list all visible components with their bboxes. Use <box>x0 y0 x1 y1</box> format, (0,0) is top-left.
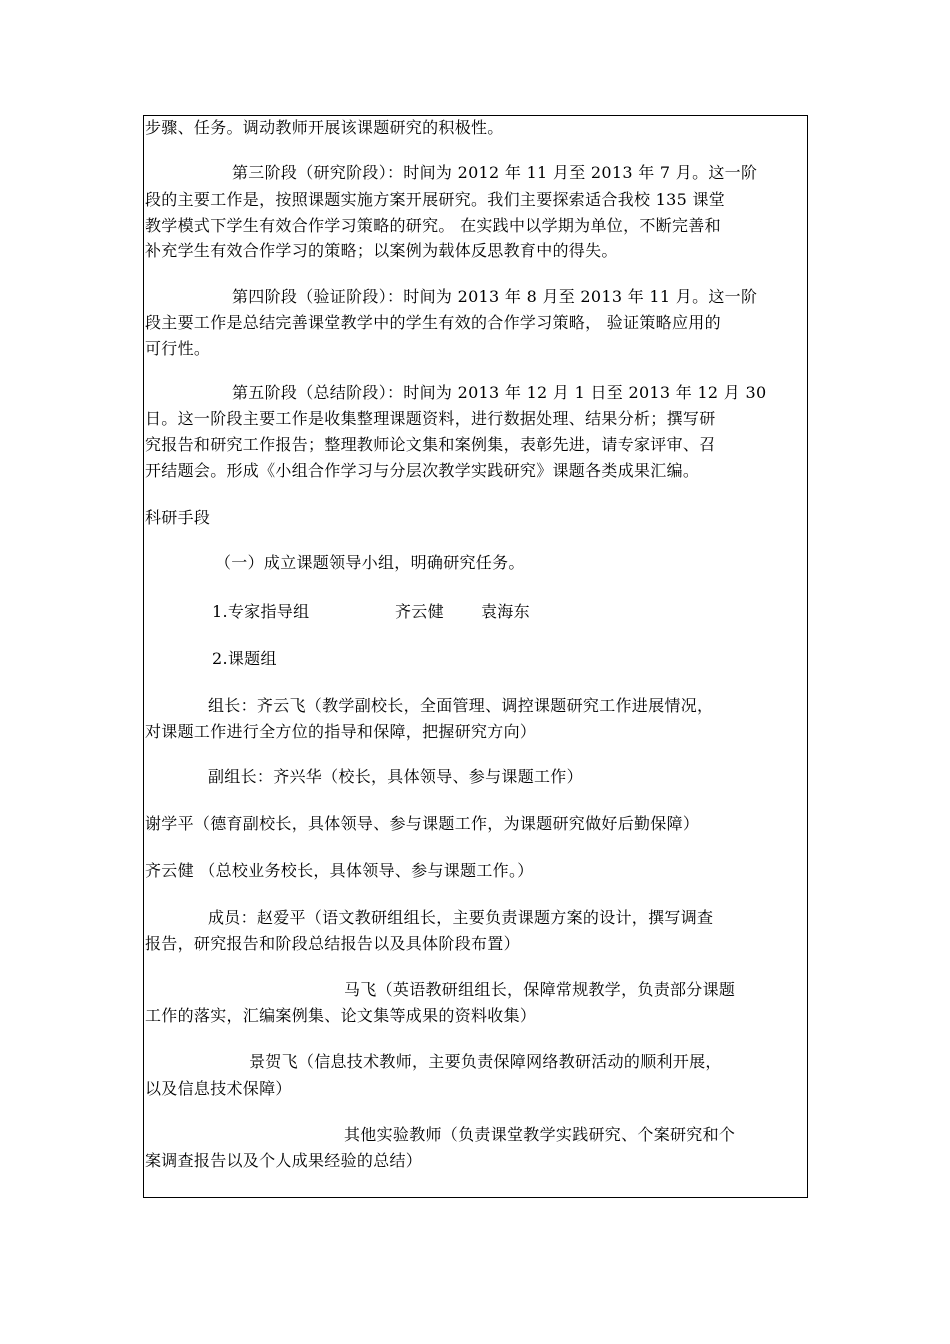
text-line: 第四阶段（验证阶段）：时间为 2013 年 8 月至 2013 年 11 月。这一阶 <box>232 287 758 306</box>
text-line: 开结题会。形成《小组合作学习与分层次教学实践研究》课题各类成果汇编。 <box>145 461 700 480</box>
text-line: 第五阶段（总结阶段）：时间为 2013 年 12 月 1 日至 2013 年 12 月 30 <box>232 383 767 402</box>
text-line: 段主要工作是总结完善课堂教学中的学生有效的合作学习策略， 验证策略应用的 <box>145 313 721 332</box>
text-line: 段的主要工作是，按照课题实施方案开展研究。我们主要探索适合我校 135 课堂 <box>145 190 726 209</box>
member-name: 齐云健 <box>395 602 444 621</box>
member-name: 袁海东 <box>481 602 530 621</box>
text-line: 究报告和研究工作报告；整理教师论文集和案例集，表彰先进，请专家评审、召 <box>145 435 716 454</box>
text-line: 教学模式下学生有效合作学习策略的研究。 在实践中以学期为单位，不断完善和 <box>145 216 721 235</box>
text-line: 组长：齐云飞（教学副校长，全面管理、调控课题研究工作进展情况， <box>208 696 714 715</box>
text-line: 成员：赵爱平（语文教研组组长，主要负责课题方案的设计，撰写调查 <box>208 908 714 927</box>
text-line: （一）成立课题领导小组，明确研究任务。 <box>215 553 525 572</box>
text-line: 以及信息技术保障） <box>145 1079 292 1098</box>
text-line: 日。这一阶段主要工作是收集整理课题资料，进行数据处理、结果分析；撰写研 <box>145 409 716 428</box>
text-line: 可行性。 <box>145 339 211 358</box>
text-line: 工作的落实，汇编案例集、论文集等成果的资料收集） <box>145 1006 537 1025</box>
text-line: 第三阶段（研究阶段）：时间为 2012 年 11 月至 2013 年 7 月。这一阶 <box>232 163 758 182</box>
text-line: 谢学平（德育副校长，具体领导、参与课题工作，为课题研究做好后勤保障） <box>145 814 700 833</box>
text-line: 其他实验教师（负责课堂教学实践研究、个案研究和个 <box>344 1125 736 1144</box>
text-line: 2.课题组 <box>212 649 277 668</box>
text-line: 副组长：齐兴华（校长，具体领导、参与课题工作） <box>208 767 583 786</box>
text-line: 对课题工作进行全方位的指导和保障，把握研究方向） <box>145 722 537 741</box>
text-line: 1.专家指导组 <box>212 602 310 621</box>
text-line: 齐云健 （总校业务校长，具体领导、参与课题工作。） <box>145 861 534 880</box>
text-line: 补充学生有效合作学习的策略；以案例为载体反思教育中的得失。 <box>145 241 618 260</box>
text-line: 案调查报告以及个人成果经验的总结） <box>145 1151 423 1170</box>
text-line: 马飞（英语教研组组长，保障常规教学，负责部分课题 <box>344 980 736 999</box>
text-line: 景贺飞（信息技术教师，主要负责保障网络教研活动的顺利开展， <box>249 1052 722 1071</box>
section-heading: 科研手段 <box>145 508 211 527</box>
text-line: 报告，研究报告和阶段总结报告以及具体阶段布置） <box>145 934 520 953</box>
text-line: 步骤、任务。调动教师开展该课题研究的积极性。 <box>145 118 504 137</box>
